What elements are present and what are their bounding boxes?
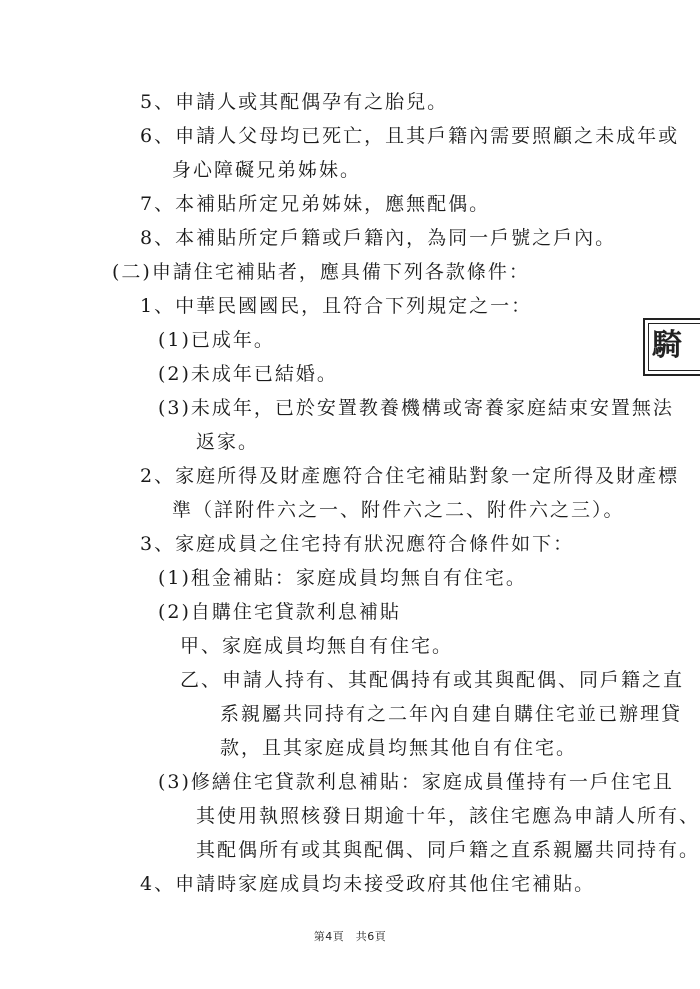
item-6-cont: 身心障礙兄弟姊妹。 xyxy=(172,159,362,181)
item-7: 7、本補貼所定兄弟姊妹，應無配偶。 xyxy=(140,193,491,215)
condition-1-sub-1: (1)已成年。 xyxy=(158,329,275,351)
condition-3-sub-1: (1)租金補貼：家庭成員均無自有住宅。 xyxy=(158,567,527,589)
seal-stamp-text: 騎 xyxy=(652,328,682,363)
section-heading: (二)申請住宅補貼者，應具備下列各款條件： xyxy=(112,261,530,283)
condition-3-sub-3-cont-1: 其使用執照核發日期逾十年，該住宅應為申請人所有、 xyxy=(196,805,700,827)
condition-1-sub-3: (3)未成年，已於安置教養機構或寄養家庭結束安置無法 xyxy=(158,397,674,419)
condition-2-cont: 準（詳附件六之一、附件六之二、附件六之三）。 xyxy=(172,499,625,521)
page-number-footer: 第4頁 共6頁 xyxy=(313,930,387,943)
condition-3-sub-2-b-cont-2: 款，且其家庭成員均無其他自有住宅。 xyxy=(220,737,578,759)
condition-3-sub-2-b-cont-1: 系親屬共同持有之二年內自建自購住宅並已辦理貸 xyxy=(220,703,683,725)
seal-stamp xyxy=(643,318,700,376)
condition-1-sub-3-cont: 返家。 xyxy=(196,431,260,453)
condition-2: 2、家庭所得及財產應符合住宅補貼對象一定所得及財產標 xyxy=(140,465,680,487)
item-5: 5、申請人或其配偶孕有之胎兒。 xyxy=(140,91,449,113)
condition-3: 3、家庭成員之住宅持有狀況應符合條件如下： xyxy=(140,533,575,555)
condition-3-sub-3: (3)修繕住宅貸款利息補貼：家庭成員僅持有一戶住宅且 xyxy=(158,771,674,793)
condition-3-sub-2: (2)自購住宅貸款利息補貼 xyxy=(158,601,401,623)
condition-1: 1、中華民國國民，且符合下列規定之一： xyxy=(140,295,533,317)
item-8: 8、本補貼所定戶籍或戶籍內，為同一戶號之戶內。 xyxy=(140,227,617,249)
condition-3-sub-2-a: 甲、家庭成員均無自有住宅。 xyxy=(180,635,454,657)
item-6: 6、申請人父母均已死亡，且其戶籍內需要照顧之未成年或 xyxy=(140,125,680,147)
condition-3-sub-3-cont-2: 其配偶所有或其與配偶、同戶籍之直系親屬共同持有。 xyxy=(196,839,700,861)
condition-4: 4、申請時家庭成員均未接受政府其他住宅補貼。 xyxy=(140,873,596,895)
condition-3-sub-2-b: 乙、申請人持有、其配偶持有或其與配偶、同戶籍之直 xyxy=(180,669,685,691)
condition-1-sub-2: (2)未成年已結婚。 xyxy=(158,363,338,385)
